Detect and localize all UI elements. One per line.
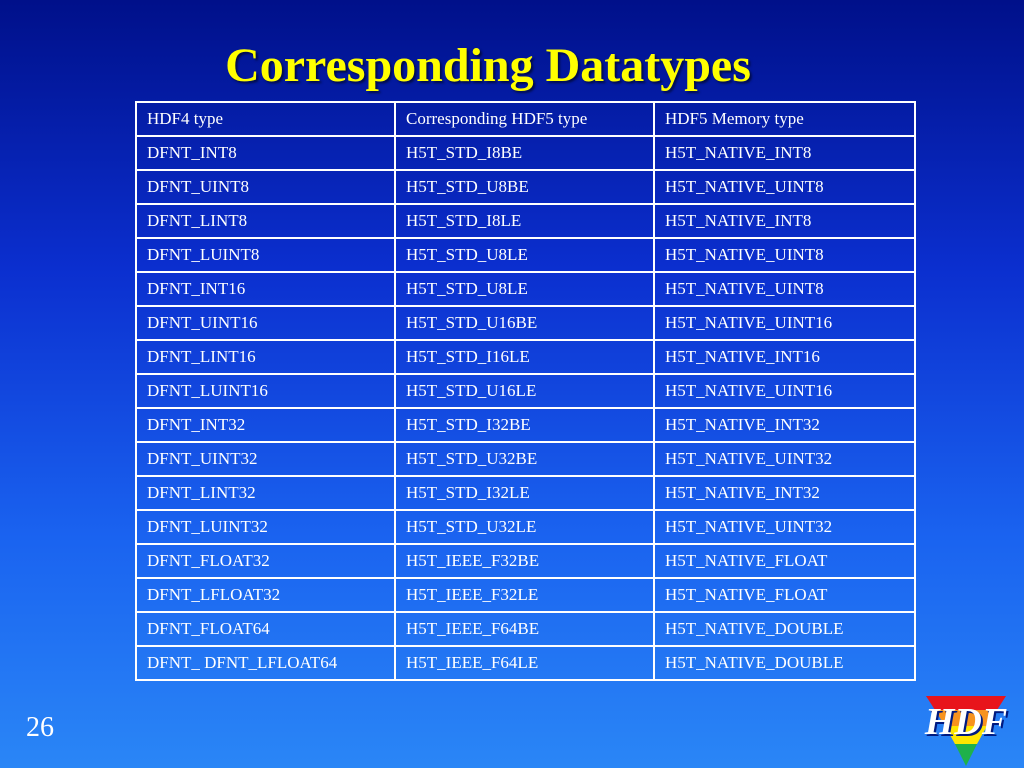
table-cell: H5T_NATIVE_UINT16 — [654, 374, 915, 408]
table-row — [136, 238, 915, 272]
table-row — [136, 612, 915, 646]
table-cell: H5T_STD_I16LE — [395, 340, 654, 374]
table-cell: DFNT_UINT8 — [136, 170, 395, 204]
table-row — [136, 136, 915, 170]
table-cell: DFNT_INT32 — [136, 408, 395, 442]
table-cell: H5T_STD_U8BE — [395, 170, 654, 204]
table-cell: DFNT_UINT16 — [136, 306, 395, 340]
table-row — [136, 170, 915, 204]
table-cell: H5T_IEEE_F32BE — [395, 544, 654, 578]
table-cell: H5T_NATIVE_UINT32 — [654, 510, 915, 544]
table-cell: H5T_NATIVE_FLOAT — [654, 544, 915, 578]
table-row — [136, 544, 915, 578]
page-number: 26 — [26, 712, 54, 743]
table-row — [136, 476, 915, 510]
logo-green-band — [955, 744, 977, 766]
header-hdf5-memory-type: HDF5 Memory type — [654, 102, 915, 136]
header-hdf4-type: HDF4 type — [136, 102, 395, 136]
table-cell: H5T_STD_U32BE — [395, 442, 654, 476]
table-cell: H5T_NATIVE_UINT8 — [654, 272, 915, 306]
table-cell: H5T_STD_I32LE — [395, 476, 654, 510]
table-row — [136, 204, 915, 238]
table-cell: DFNT_LINT32 — [136, 476, 395, 510]
table-cell: H5T_STD_I32BE — [395, 408, 654, 442]
table-cell: H5T_STD_I8BE — [395, 136, 654, 170]
table-cell: DFNT_INT16 — [136, 272, 395, 306]
table-cell: H5T_IEEE_F64LE — [395, 646, 654, 680]
table-cell: H5T_STD_U16LE — [395, 374, 654, 408]
table-row — [136, 442, 915, 476]
table-cell: H5T_NATIVE_INT8 — [654, 136, 915, 170]
table-cell: DFNT_FLOAT64 — [136, 612, 395, 646]
table-cell: DFNT_LUINT32 — [136, 510, 395, 544]
table-cell: DFNT_FLOAT32 — [136, 544, 395, 578]
table-cell: H5T_STD_I8LE — [395, 204, 654, 238]
table-cell: DFNT_LINT16 — [136, 340, 395, 374]
table-cell: H5T_NATIVE_INT32 — [654, 476, 915, 510]
table-cell: DFNT_UINT32 — [136, 442, 395, 476]
table-cell: H5T_STD_U8LE — [395, 272, 654, 306]
table-cell: H5T_STD_U32LE — [395, 510, 654, 544]
table-cell: DFNT_LUINT16 — [136, 374, 395, 408]
table-cell: DFNT_INT8 — [136, 136, 395, 170]
table-cell: H5T_NATIVE_INT8 — [654, 204, 915, 238]
table-row — [136, 272, 915, 306]
table-cell: H5T_NATIVE_UINT32 — [654, 442, 915, 476]
table-cell: DFNT_LINT8 — [136, 204, 395, 238]
header-hdf5-type: Corresponding HDF5 type — [395, 102, 654, 136]
table-row — [136, 340, 915, 374]
table-row — [136, 578, 915, 612]
table-row — [136, 646, 915, 680]
table-row — [136, 510, 915, 544]
table-row — [136, 374, 915, 408]
table-cell: DFNT_LUINT8 — [136, 238, 395, 272]
table-cell: H5T_NATIVE_DOUBLE — [654, 612, 915, 646]
logo-text: HDF — [924, 701, 1008, 743]
table-cell: DFNT_LFLOAT32 — [136, 578, 395, 612]
table-cell: H5T_NATIVE_FLOAT — [654, 578, 915, 612]
table-cell: H5T_NATIVE_UINT8 — [654, 238, 915, 272]
slide-title: Corresponding Datatypes — [225, 39, 751, 92]
table-cell: H5T_IEEE_F32LE — [395, 578, 654, 612]
table-header-row — [136, 102, 915, 136]
table-cell: H5T_NATIVE_UINT16 — [654, 306, 915, 340]
datatypes-table — [135, 101, 916, 681]
table-cell: H5T_IEEE_F64BE — [395, 612, 654, 646]
table-cell: H5T_NATIVE_INT32 — [654, 408, 915, 442]
table-cell: DFNT_ DFNT_LFLOAT64 — [136, 646, 395, 680]
table-cell: H5T_NATIVE_DOUBLE — [654, 646, 915, 680]
table-row — [136, 408, 915, 442]
table-cell: H5T_NATIVE_UINT8 — [654, 170, 915, 204]
table-cell: H5T_NATIVE_INT16 — [654, 340, 915, 374]
table-cell: H5T_STD_U8LE — [395, 238, 654, 272]
table-row — [136, 306, 915, 340]
table-cell: H5T_STD_U16BE — [395, 306, 654, 340]
hdf-logo — [920, 694, 1020, 768]
